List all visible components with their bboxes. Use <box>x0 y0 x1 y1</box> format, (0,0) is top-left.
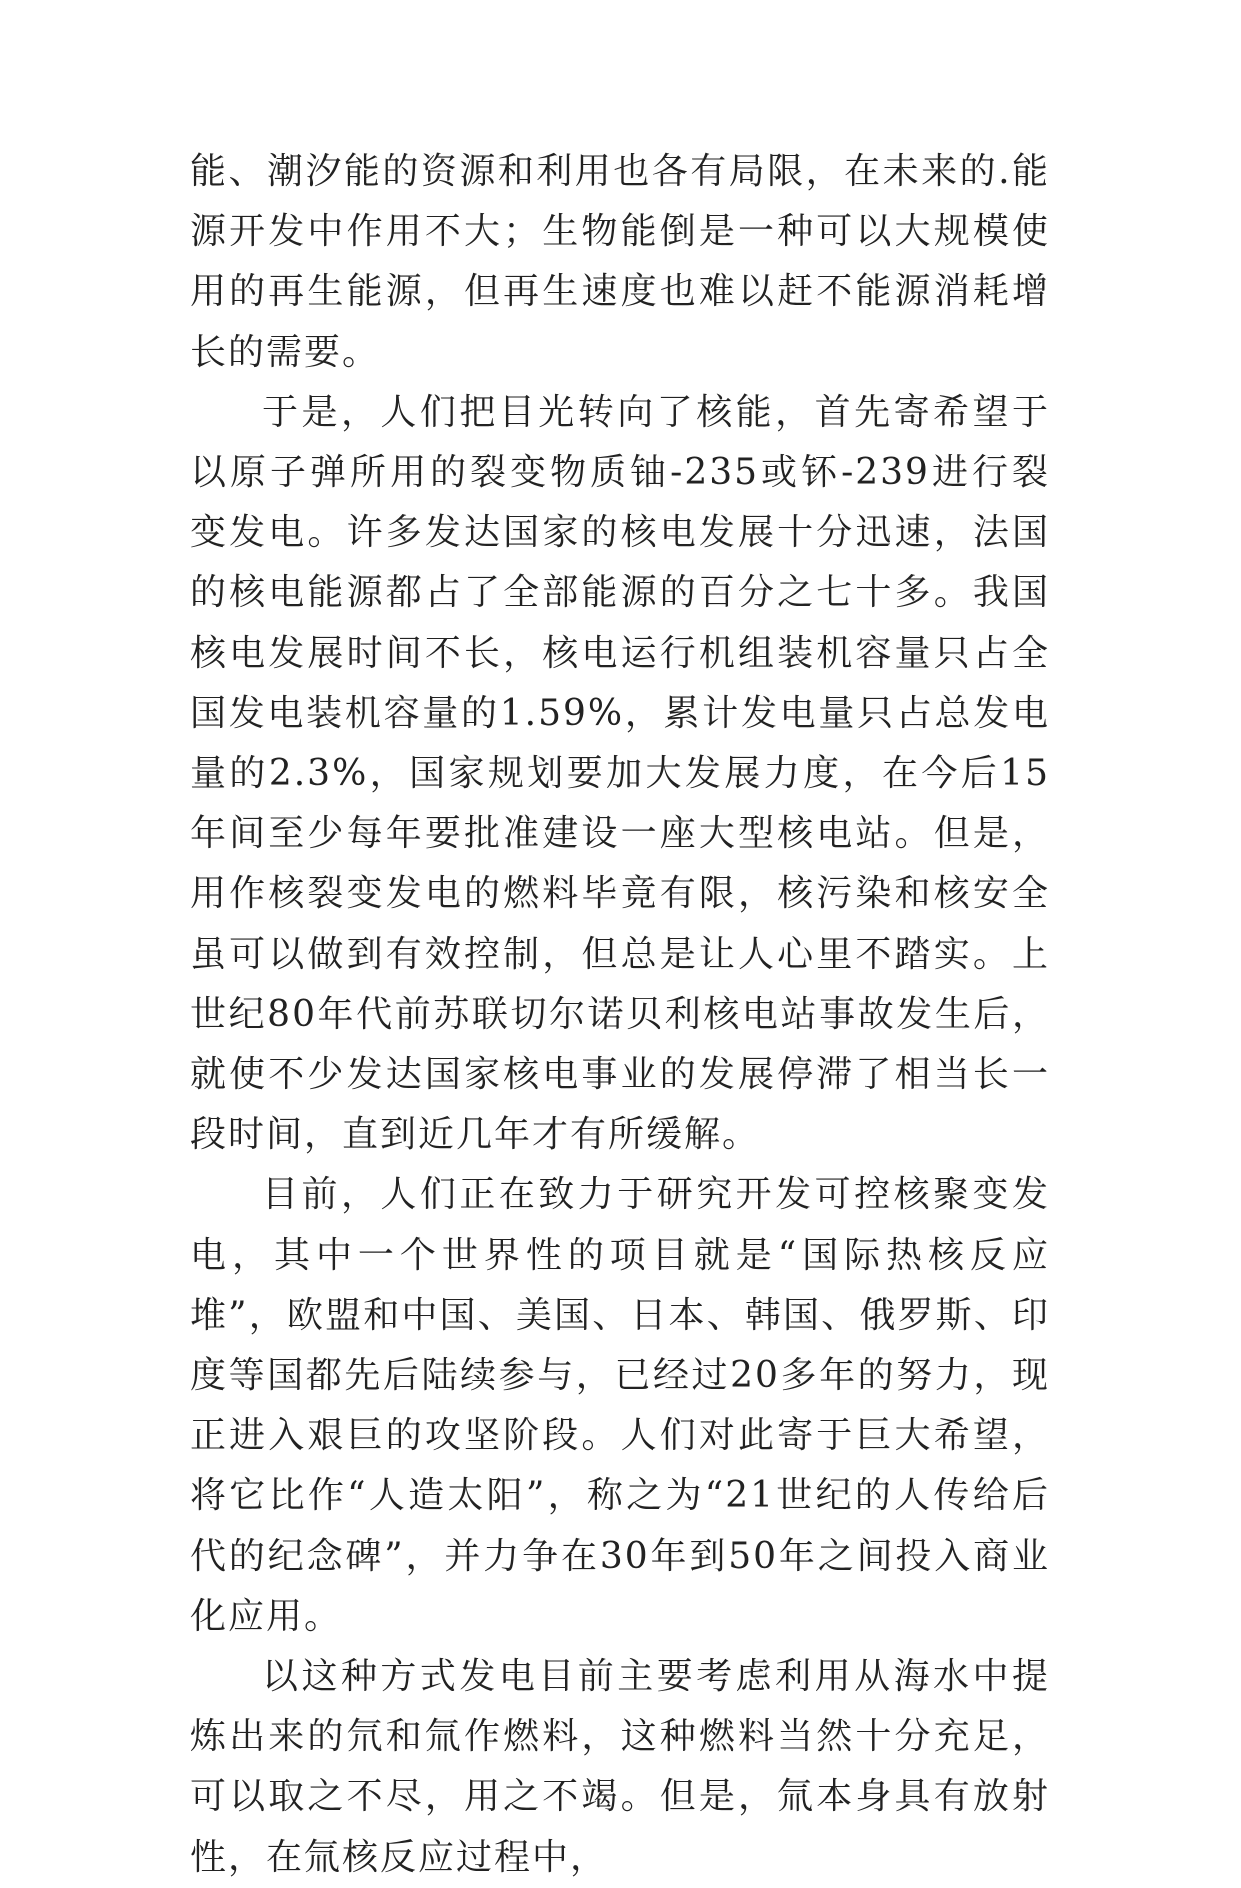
paragraph-3: 目前，人们正在致力于研究开发可控核聚变发电，其中一个世界性的项目就是“国际热核反应堆”，欧盟和中国、美国、日本、韩国、俄罗斯、印度等国都先后陆续参与，已经过20多年的努力，现正进入艰巨的攻坚阶段。人们对此寄于巨大希望，将它比作“人造太阳”，称之为“21世纪的人传给后代的纪念碑”，并力争在30年到50年之间投入商业化应用。 <box>190 1174 1050 1637</box>
paragraph-1: 能、潮汐能的资源和利用也各有局限，在未来的.能源开发中作用不大；生物能倒是一种可以大规模使用的再生能源，但再生速度也难以赶不能源消耗增长的需要。 <box>190 151 1050 373</box>
paragraph-2: 于是，人们把目光转向了核能，首先寄希望于以原子弹所用的裂变物质铀-235或钚-239进行裂变发电。许多发达国家的核电发展十分迅速，法国的核电能源都占了全部能源的百分之七十多。我国核电发展时间不长，核电运行机组装机容量只占全国发电装机容量的1.59%，累计发电量只占总发电量的2.3%，国家规划要加大发展力度，在今后15年间至少每年要批准建设一座大型核电站。但是，用作核裂变发电的燃料毕竟有限，核污染和核安全虽可以做到有效控制，但总是让人心里不踏实。上世纪80年代前苏联切尔诺贝利核电站事故发生后，就使不少发达国家核电事业的发展停滞了相当长一段时间，直到近几年才有所缓解。 <box>190 391 1050 1156</box>
document-page <box>190 142 1050 1888</box>
paragraph-4: 以这种方式发电目前主要考虑利用从海水中提炼出来的氘和氚作燃料，这种燃料当然十分充足，可以取之不尽，用之不竭。但是，氚本身具有放射性，在氚核反应过程中， <box>190 1656 1050 1878</box>
